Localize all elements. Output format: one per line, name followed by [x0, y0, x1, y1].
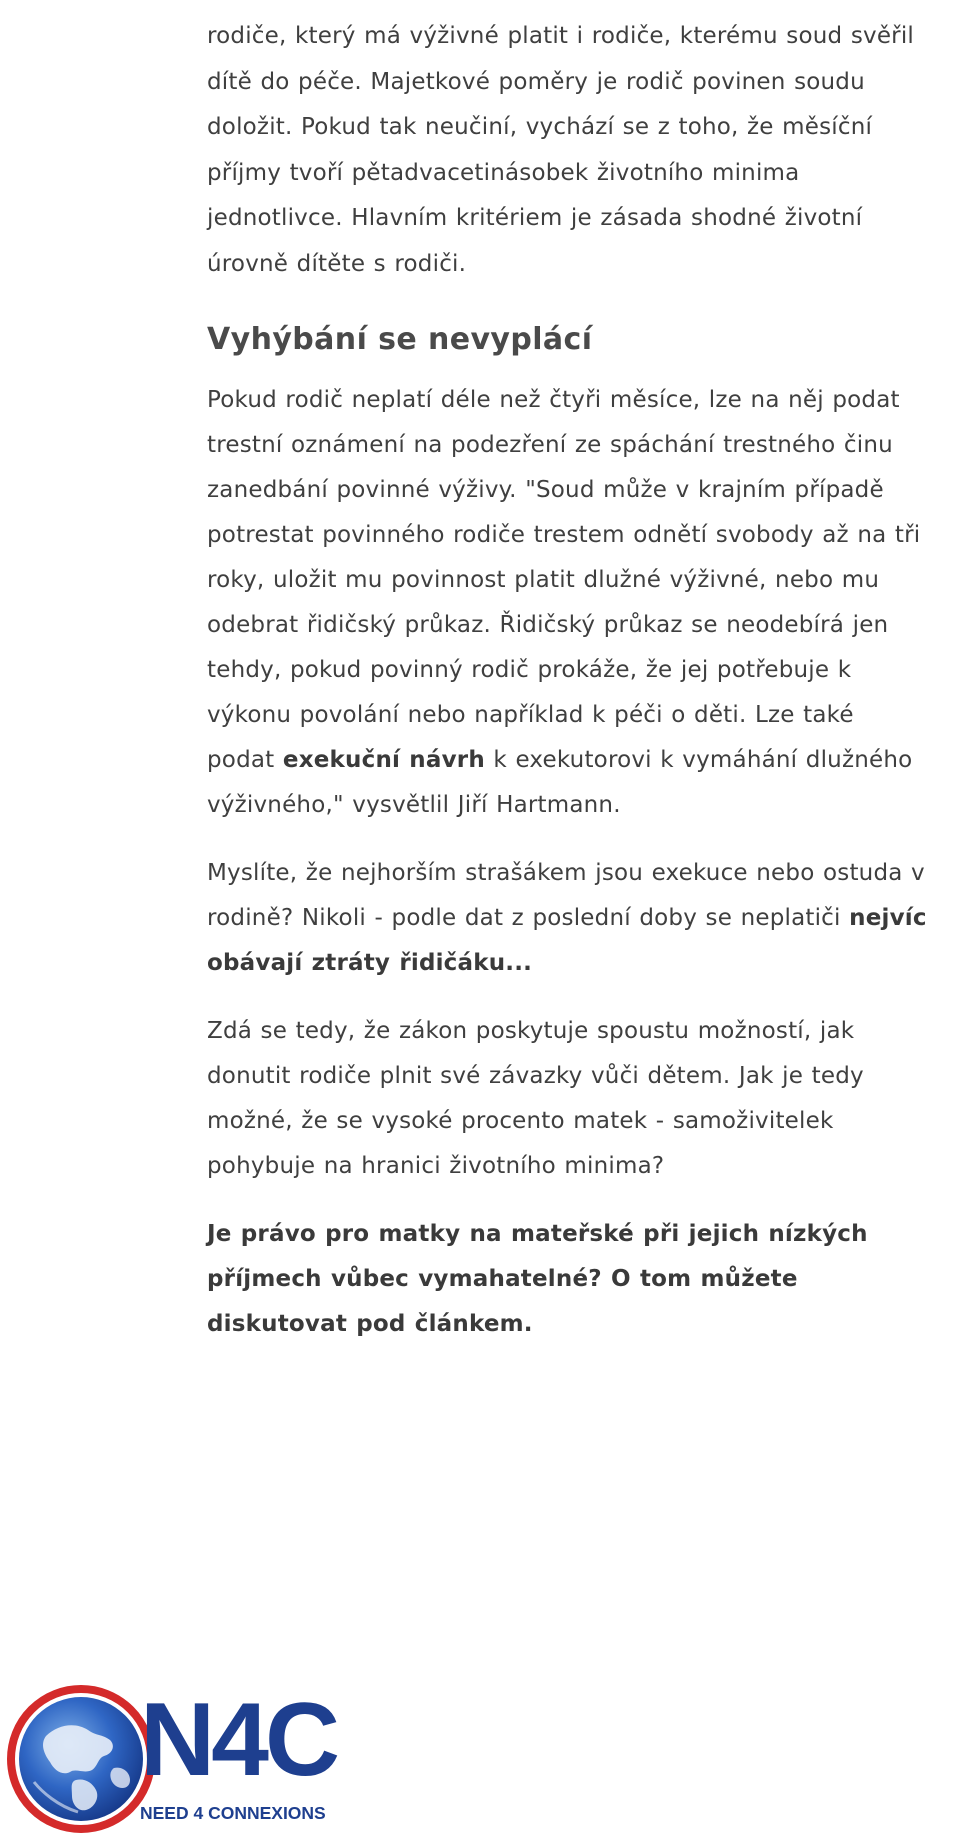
license-fear-link[interactable]: nejvíc obávají ztráty řidičáku... [207, 905, 927, 976]
paragraph-fears [207, 851, 927, 986]
section-heading: Vyhýbání se nevyplácí [207, 322, 593, 357]
globe-icon [6, 1684, 156, 1834]
discussion-question: Je právo pro matky na mateřské při jejich nízkých příjmech vůbec vymahatelné? O tom můžete diskutovat pod článkem. [207, 1221, 868, 1337]
n4c-logo[interactable] [6, 1680, 337, 1836]
paragraph-penalties [207, 378, 927, 828]
paragraph-law: Zdá se tedy, že zákon poskytuje spoustu možností, jak donutit rodiče plnit své závazky vůči dětem. Jak je tedy možné, že se vysoké procento matek - samoživitelek pohybuje na hranici životního minima? [207, 1018, 864, 1179]
logo-tagline: NEED 4 CONNEXIONS [140, 1803, 326, 1823]
intro-paragraph: rodiče, který má výživné platit i rodiče, kterému soud svěřil dítě do péče. Majetkové poměry je rodič povinen soudu doložit. Pokud tak neučiní, vychází se z toho, že měsíční příjmy tvoří pětadvacetinásobek životního minima jednotlivce. Hlavním kritériem je zásada shodné životní úrovně dítěte s rodiči. [207, 23, 914, 277]
paragraph-penalties-text-1: Pokud rodič neplatí déle než čtyři měsíce, lze na něj podat trestní oznámení na podezření ze spáchání trestného činu zanedbání povinné výživy. "Soud může v krajním případě potrestat povinného rodiče trestem odnětí svobody až na tři roky, uložit mu povinnost platit dlužné výživné, nebo mu odebrat řidičský průkaz. Řidičský průkaz se neodebírá jen tehdy, pokud povinný rodič prokáže, že jej potřebuje k výkonu povolání nebo například k péči o děti. Lze také podat [207, 387, 921, 773]
enforcement-link[interactable]: exekuční návrh [282, 747, 485, 773]
paragraph-fears-text: Myslíte, že nejhorším strašákem jsou exekuce nebo ostuda v rodině? Nikoli - podle dat z poslední doby se neplatiči [207, 860, 925, 931]
logo-wordmark: N4C [140, 1682, 337, 1798]
article-body [207, 14, 927, 1347]
paragraph-penalties-text-2: k exekutorovi k vymáhání dlužného výživného," vysvětlil Jiří Hartmann. [207, 747, 913, 818]
